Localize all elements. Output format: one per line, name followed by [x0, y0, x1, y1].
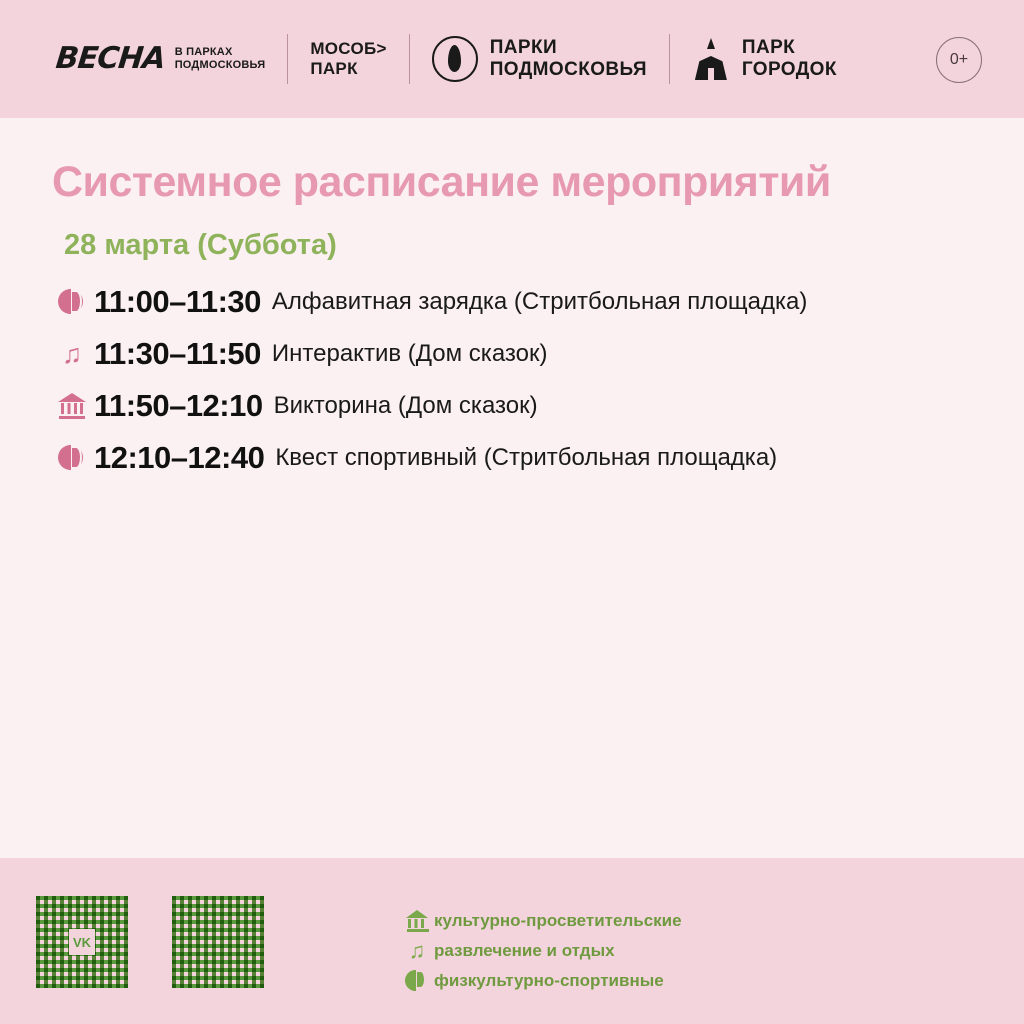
sport-ball-icon	[50, 288, 94, 316]
legend-item-culture	[400, 906, 682, 936]
event-name: Квест спортивный (Стритбольная площадка)	[275, 444, 778, 471]
mosoblpark-line1: МОСОБ>	[310, 38, 387, 58]
gorodok-line1: ПАРК	[741, 37, 796, 59]
event-time: 11:50–12:10	[94, 388, 263, 423]
event-name: Викторина (Дом сказок)	[273, 392, 538, 419]
main-content	[0, 118, 1024, 484]
legend-label: физкультурно-спортивные	[434, 971, 664, 990]
age-rating-badge: 0+	[936, 37, 982, 83]
legend-label: развлечение и отдых	[434, 941, 615, 960]
vesna-wordmark: ВЕСНА	[54, 41, 167, 76]
footer-band	[0, 858, 1024, 1024]
event-time: 12:10–12:40	[94, 440, 265, 475]
qr-code-secondary[interactable]	[172, 896, 264, 988]
parki-line1: ПАРКИ	[489, 37, 558, 59]
parki-wordmark	[490, 37, 647, 81]
qr-badge-label: VK	[69, 929, 95, 955]
page-title: Системное расписание мероприятий	[52, 158, 831, 206]
legend	[400, 906, 682, 996]
event-name: Алфавитная зарядка (Стритбольная площадка)	[271, 288, 808, 315]
leaf-icon	[432, 36, 478, 82]
event-name: Интерактив (Дом сказок)	[271, 340, 548, 367]
logo-mosoblpark	[310, 39, 386, 80]
logo-vesna	[54, 41, 266, 76]
mosoblpark-line2: ПАРК	[310, 59, 358, 78]
music-note-icon: ♫	[408, 938, 426, 963]
list-item	[50, 380, 1024, 432]
vesna-subtitle	[175, 46, 266, 71]
logo-row	[56, 34, 837, 84]
sport-ball-icon	[400, 969, 434, 993]
logo-park-gorodok	[692, 37, 837, 81]
museum-icon	[50, 393, 94, 419]
logo-divider-3	[669, 34, 670, 84]
legend-item-entertainment	[400, 936, 682, 966]
list-item	[50, 328, 1024, 380]
logo-parki-podmoskovya	[432, 36, 647, 82]
logo-divider-2	[409, 34, 410, 84]
museum-icon	[400, 910, 434, 932]
vesna-subtitle-line2: ПОДМОСКОВЬЯ	[174, 59, 266, 71]
sport-ball-icon	[50, 444, 94, 472]
gorodok-wordmark	[742, 37, 837, 81]
parki-line2: ПОДМОСКОВЬЯ	[489, 59, 647, 80]
music-note-icon: ♫	[61, 338, 83, 369]
gorodok-line2: ГОРОДОК	[741, 59, 837, 80]
vesna-subtitle-line1: В ПАРКАХ	[174, 46, 233, 59]
legend-label: культурно-просветительские	[434, 911, 682, 930]
schedule-date: 28 марта (Суббота)	[64, 229, 337, 261]
tower-icon	[692, 38, 730, 80]
event-time: 11:00–11:30	[94, 284, 261, 319]
event-list	[50, 276, 1024, 484]
qr-code-vk[interactable]	[36, 896, 128, 988]
list-item	[50, 432, 1024, 484]
legend-item-sport	[400, 966, 682, 996]
header-band	[0, 0, 1024, 118]
list-item	[50, 276, 1024, 328]
event-time: 11:30–11:50	[94, 336, 261, 371]
logo-divider-1	[287, 34, 288, 84]
